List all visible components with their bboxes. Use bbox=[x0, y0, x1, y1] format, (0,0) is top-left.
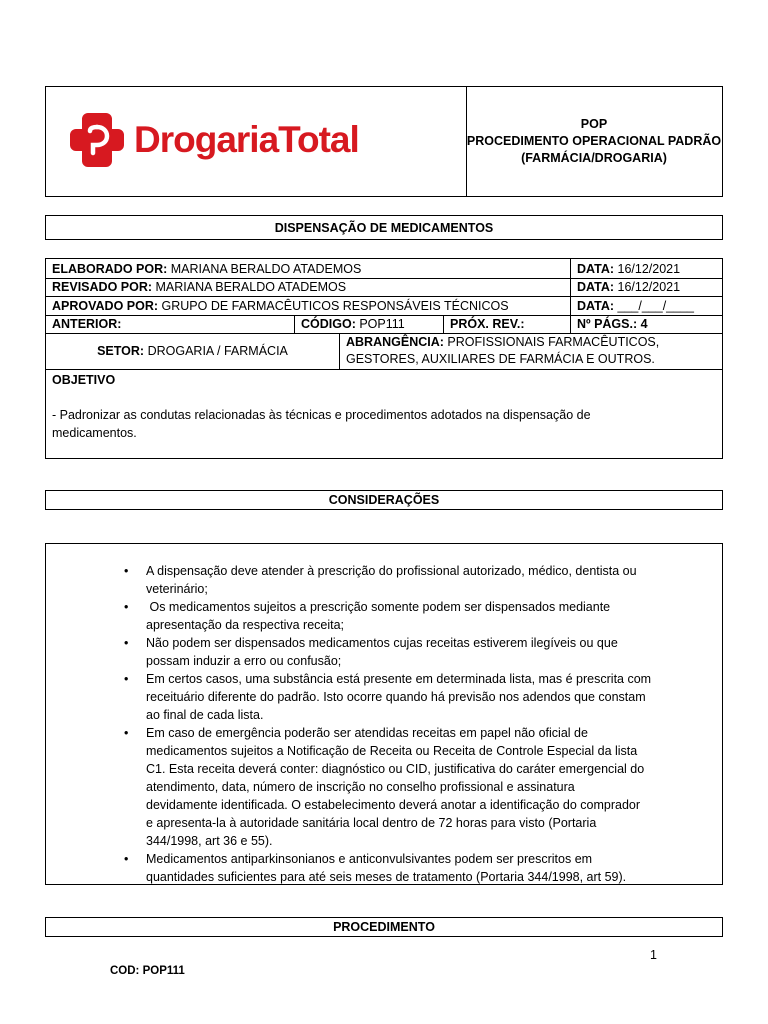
logo-cell bbox=[46, 87, 467, 196]
row-revisado bbox=[46, 278, 722, 297]
consideracao-line: Em caso de emergência poderão ser atendidas receitas em papel não oficial de bbox=[146, 726, 588, 740]
consideracao-line: possam induzir a erro ou confusão; bbox=[146, 654, 342, 668]
aprovado-label: APROVADO POR: bbox=[52, 298, 159, 313]
footer-code: COD: POP111 bbox=[110, 965, 185, 977]
consideracoes-list bbox=[124, 562, 714, 886]
consideracao-line: veterinário; bbox=[146, 582, 208, 596]
elaborado-date-value: 16/12/2021 bbox=[617, 261, 681, 276]
consideracao-item bbox=[124, 634, 714, 670]
consideracao-line: C1. Esta receita deverá conter: diagnóstico ou CID, justificativa do caráter emergencial do bbox=[146, 762, 645, 776]
revisado-label: REVISADO POR: bbox=[52, 280, 153, 294]
row-aprovado bbox=[46, 296, 722, 316]
consideracao-line: e apresenta-la à autoridade sanitária local dentro de 72 horas para visto (Portaria bbox=[146, 816, 597, 830]
aprovado-date-label: DATA: bbox=[577, 298, 615, 313]
elaborado-label: ELABORADO POR: bbox=[52, 261, 168, 276]
codigo-label: CÓDIGO: bbox=[301, 317, 356, 331]
consideracao-line: atendimento, data, número de inscrição no conselho profissional e assinatura bbox=[146, 780, 575, 794]
bullet-icon: • bbox=[124, 636, 129, 650]
pop-subtitle: PROCEDIMENTO OPERACIONAL PADRÃO bbox=[466, 134, 722, 148]
consideracao-line: Os medicamentos sujeitos a prescrição somente podem ser dispensados mediante bbox=[146, 600, 611, 614]
consideracao-item bbox=[124, 850, 714, 886]
consideracao-line: devidamente identificada. O estabelecimento deverá anotar a identificação do comprador bbox=[146, 798, 641, 812]
prox-rev-label: PRÓX. REV.: bbox=[450, 317, 525, 331]
revisado-date-value: 16/12/2021 bbox=[617, 280, 681, 294]
objetivo-text-1: - Padronizar as condutas relacionadas às técnicas e procedimentos adotados na dispensação de bbox=[52, 408, 591, 422]
consideracoes-box bbox=[45, 543, 723, 885]
revisado-value: MARIANA BERALDO ATADEMOS bbox=[155, 280, 347, 294]
consideracao-line: ao final de cada lista. bbox=[146, 708, 264, 722]
setor-value: DROGARIA / FARMÁCIA bbox=[147, 344, 288, 358]
row-elaborado bbox=[46, 259, 722, 279]
codigo-value: POP111 bbox=[359, 317, 405, 331]
objetivo-section bbox=[46, 369, 722, 458]
abrangencia-label: ABRANGÊNCIA: bbox=[346, 335, 444, 349]
consideracao-line: Medicamentos antiparkinsonianos e anticonvulsivantes podem ser prescritos em bbox=[146, 852, 593, 866]
pop-cell bbox=[466, 87, 722, 196]
abrangencia-value-2: GESTORES, AUXILIARES DE FARMÁCIA E OUTROS. bbox=[346, 352, 655, 366]
consideracao-line: Em certos casos, uma substância está presente em determinada lista, mas é prescrita com bbox=[146, 672, 652, 686]
bullet-icon: • bbox=[124, 564, 129, 578]
page-number: 1 bbox=[650, 948, 657, 962]
elaborado-date-label: DATA: bbox=[577, 261, 615, 276]
pop-title: POP bbox=[580, 117, 608, 131]
bullet-icon: • bbox=[124, 726, 129, 740]
consideracao-line: apresentação da respectiva receita; bbox=[146, 618, 345, 632]
pop-scope: (FARMÁCIA/DROGARIA) bbox=[521, 151, 667, 165]
procedimento-title-bar bbox=[45, 917, 723, 937]
document-title-bar bbox=[45, 215, 723, 240]
consideracao-line: medicamentos sujeitos a Notificação de Receita ou Receita de Controle Especial da lista bbox=[146, 744, 638, 758]
consideracao-line: A dispensação deve atender à prescrição do profissional autorizado, médico, dentista ou bbox=[146, 564, 637, 578]
consideracao-item bbox=[124, 562, 714, 598]
aprovado-date-value: ___/___/____ bbox=[617, 298, 694, 313]
document-header bbox=[45, 86, 723, 197]
pags-label: Nº PÁGS.: bbox=[577, 317, 638, 331]
consideracao-line: 344/1998, art 36 e 55). bbox=[146, 834, 273, 848]
consideracao-line: Não podem ser dispensados medicamentos cujas receitas estiverem ilegíveis ou que bbox=[146, 636, 618, 650]
cross-logo-icon bbox=[66, 109, 128, 171]
aprovado-value: GRUPO DE FARMACÊUTICOS RESPONSÁVEIS TÉCNICOS bbox=[161, 298, 509, 313]
bullet-icon: • bbox=[124, 672, 129, 686]
revisado-date-label: DATA: bbox=[577, 280, 615, 294]
consideracao-line: receituário diferente do padrão. Isto ocorre quando há previsão nos adendos que constam bbox=[146, 690, 646, 704]
consideracao-item bbox=[124, 670, 714, 724]
bullet-icon: • bbox=[124, 600, 129, 614]
row-setor bbox=[46, 333, 722, 370]
consideracao-item bbox=[124, 598, 714, 634]
info-table bbox=[45, 258, 723, 459]
bullet-icon: • bbox=[124, 852, 129, 866]
objetivo-text-2: medicamentos. bbox=[52, 426, 137, 440]
pags-value: 4 bbox=[640, 317, 648, 331]
consideracoes-title-bar bbox=[45, 490, 723, 510]
consideracao-line: quantidades suficientes para até seis meses de tratamento (Portaria 344/1998, art 59). bbox=[146, 870, 627, 884]
document-title: DISPENSAÇÃO DE MEDICAMENTOS bbox=[274, 220, 494, 235]
abrangencia-value-1: PROFISSIONAIS FARMACÊUTICOS, bbox=[447, 335, 660, 349]
consideracoes-title: CONSIDERAÇÕES bbox=[328, 493, 440, 507]
setor-label: SETOR: bbox=[97, 344, 145, 358]
logo-text: DrogariaTotal bbox=[134, 119, 359, 160]
brand-logo bbox=[66, 109, 359, 171]
row-revision-info bbox=[46, 315, 722, 334]
objetivo-label: OBJETIVO bbox=[52, 373, 116, 387]
procedimento-title: PROCEDIMENTO bbox=[333, 920, 435, 934]
elaborado-value: MARIANA BERALDO ATADEMOS bbox=[170, 261, 362, 276]
anterior-label: ANTERIOR: bbox=[52, 317, 122, 331]
consideracao-item bbox=[124, 724, 714, 850]
